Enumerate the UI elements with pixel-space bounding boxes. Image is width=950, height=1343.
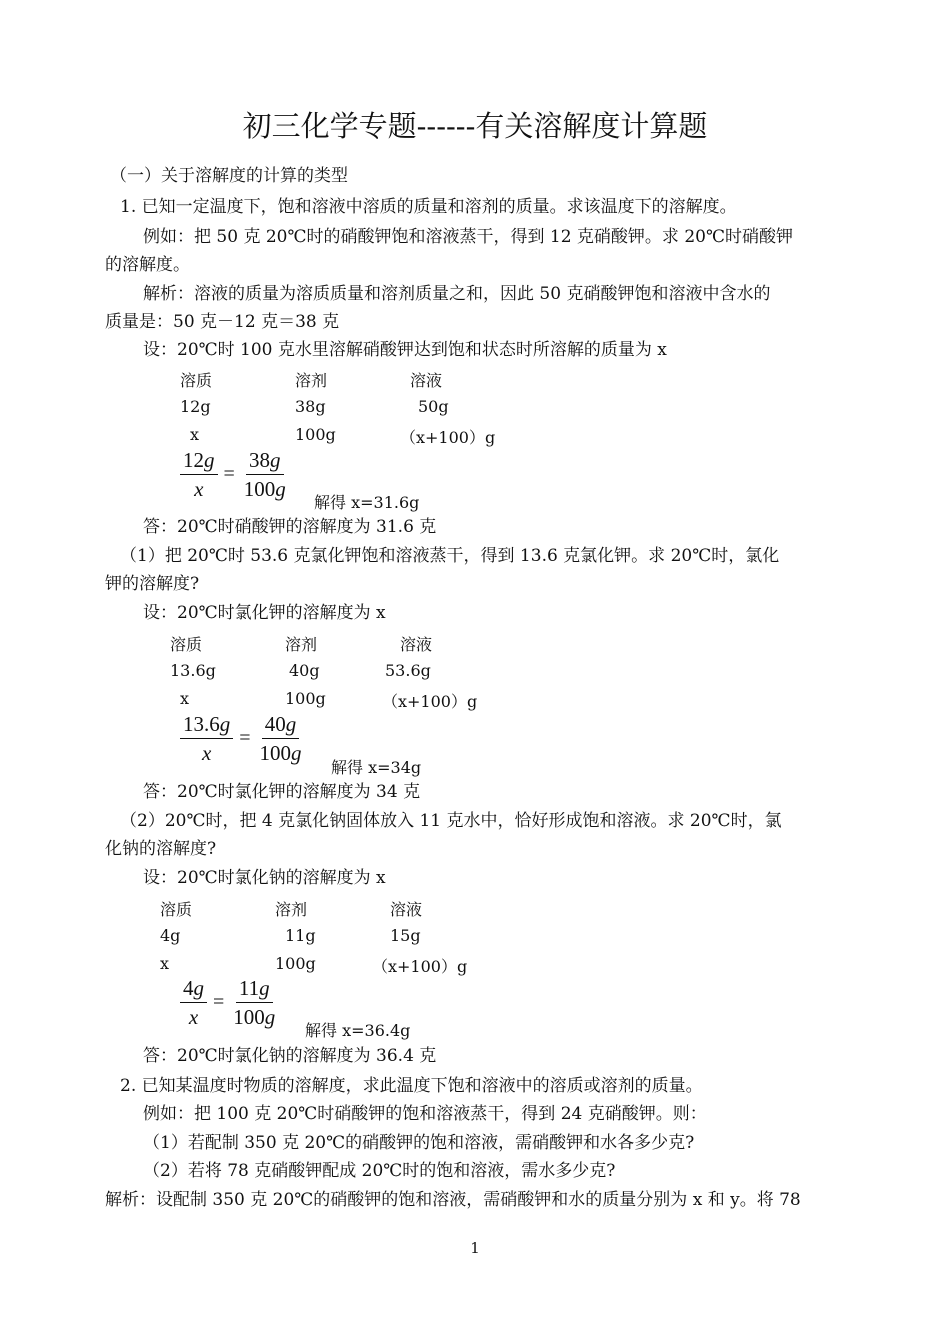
sub1-fraction-left: $\frac{13.6g}{x}$ bbox=[180, 712, 233, 765]
sub2-let: 设：20℃时氯化钠的溶解度为 x bbox=[143, 868, 386, 888]
example1-line1: 例如：把 50 克 20℃时的硝酸钾饱和溶液蒸干，得到 12 克硝酸钾。求 20℃时硝酸钾 bbox=[143, 227, 793, 247]
section-heading: （一）关于溶解度的计算的类型 bbox=[110, 166, 348, 186]
sub2-header-solvent: 溶剂 bbox=[275, 900, 308, 919]
example1-proportion-equation: $\frac{12g}{x}$ = $\frac{38g}{100g}$ bbox=[180, 448, 289, 501]
example1-row1-solution: 50g bbox=[418, 397, 449, 416]
page-number: 1 bbox=[470, 1239, 480, 1257]
sub1-proportion-equation: $\frac{13.6g}{x}$ = $\frac{40g}{100g}$ bbox=[180, 712, 305, 765]
sub2-fraction-right: $\frac{11g}{100g}$ bbox=[233, 976, 276, 1029]
sub2-row1-solvent: 11g bbox=[285, 926, 316, 945]
sub2-row2-solvent: 100g bbox=[275, 954, 316, 973]
sub1-line1: （1）把 20℃时 53.6 克氯化钾饱和溶液蒸干，得到 13.6 克氯化钾。求 20℃时，氯化 bbox=[120, 546, 780, 566]
sub2-row1-solute: 4g bbox=[160, 926, 181, 945]
item1-heading: 1. 已知一定温度下，饱和溶液中溶质的质量和溶剂的质量。求该温度下的溶解度。 bbox=[120, 197, 737, 217]
sub1-row1-solute: 13.6g bbox=[170, 661, 216, 680]
sub2-header-solution: 溶液 bbox=[390, 900, 423, 919]
example1-row2-solute: x bbox=[190, 425, 200, 444]
example1-line2: 的溶解度。 bbox=[105, 255, 190, 275]
sub1-let: 设：20℃时氯化钾的溶解度为 x bbox=[143, 603, 386, 623]
sub1-row1-solution: 53.6g bbox=[385, 661, 431, 680]
sub1-line2: 钾的溶解度? bbox=[105, 574, 200, 594]
sub2-proportion-equation: $\frac{4g}{x}$ = $\frac{11g}{100g}$ bbox=[180, 976, 278, 1029]
example1-header-solute: 溶质 bbox=[180, 371, 213, 390]
sub2-row1-solution: 15g bbox=[390, 926, 421, 945]
example2-analysis: 解析：设配制 350 克 20℃的硝酸钾的饱和溶液，需硝酸钾和水的质量分别为 x 和 y。将 78 bbox=[105, 1190, 801, 1210]
sub1-row2-solution: （x+100）g bbox=[382, 692, 478, 711]
sub2-row2-solute: x bbox=[160, 954, 170, 973]
example1-row1-solute: 12g bbox=[180, 397, 211, 416]
sub1-answer: 答：20℃时氯化钾的溶解度为 34 克 bbox=[143, 782, 421, 802]
sub1-fraction-right: $\frac{40g}{100g}$ bbox=[259, 712, 302, 765]
sub2-answer: 答：20℃时氯化钠的溶解度为 36.4 克 bbox=[143, 1046, 437, 1066]
example1-header-solvent: 溶剂 bbox=[295, 371, 328, 390]
example1-row2-solvent: 100g bbox=[295, 425, 336, 444]
example1-answer: 答：20℃时硝酸钾的溶解度为 31.6 克 bbox=[143, 517, 437, 537]
item2-heading: 2. 已知某温度时物质的溶解度，求此温度下饱和溶液中的溶质或溶剂的质量。 bbox=[120, 1076, 703, 1096]
page-title: 初三化学专题------有关溶解度计算题 bbox=[242, 109, 708, 143]
example1-fraction-right: $\frac{38g}{100g}$ bbox=[243, 448, 286, 501]
sub2-solve: 解得 x=36.4g bbox=[305, 1021, 411, 1040]
example1-row1-solvent: 38g bbox=[295, 397, 326, 416]
example1-solve: 解得 x=31.6g bbox=[314, 493, 420, 512]
example1-header-solution: 溶液 bbox=[410, 371, 443, 390]
sub2-row2-solution: （x+100）g bbox=[372, 957, 468, 976]
sub2-fraction-left: $\frac{4g}{x}$ bbox=[180, 976, 207, 1029]
example2-line1: 例如：把 100 克 20℃时硝酸钾的饱和溶液蒸干，得到 24 克硝酸钾。则： bbox=[143, 1104, 707, 1124]
sub1-header-solvent: 溶剂 bbox=[285, 635, 318, 654]
example2-question2: （2）若将 78 克硝酸钾配成 20℃时的饱和溶液，需水多少克? bbox=[143, 1161, 616, 1181]
sub2-header-solute: 溶质 bbox=[160, 900, 193, 919]
example1-analysis-line1: 解析：溶液的质量为溶质质量和溶剂质量之和，因此 50 克硝酸钾饱和溶液中含水的 bbox=[143, 284, 771, 304]
sub1-header-solution: 溶液 bbox=[400, 635, 433, 654]
example1-row2-solution: （x+100）g bbox=[400, 428, 496, 447]
example1-analysis-line2: 质量是：50 克－12 克＝38 克 bbox=[105, 312, 340, 332]
sub1-row1-solvent: 40g bbox=[289, 661, 320, 680]
sub1-header-solute: 溶质 bbox=[170, 635, 203, 654]
sub1-row2-solute: x bbox=[180, 689, 190, 708]
sub1-solve: 解得 x=34g bbox=[331, 758, 422, 777]
sub2-line2: 化钠的溶解度? bbox=[105, 839, 217, 859]
sub1-row2-solvent: 100g bbox=[285, 689, 326, 708]
example1-let: 设：20℃时 100 克水里溶解硝酸钾达到饱和状态时所溶解的质量为 x bbox=[143, 340, 667, 360]
sub2-line1: （2）20℃时，把 4 克氯化钠固体放入 11 克水中，恰好形成饱和溶液。求 20℃时，氯 bbox=[120, 811, 782, 831]
example2-question1: （1）若配制 350 克 20℃的硝酸钾的饱和溶液，需硝酸钾和水各多少克? bbox=[143, 1133, 695, 1153]
example1-fraction-left: $\frac{12g}{x}$ bbox=[180, 448, 218, 501]
